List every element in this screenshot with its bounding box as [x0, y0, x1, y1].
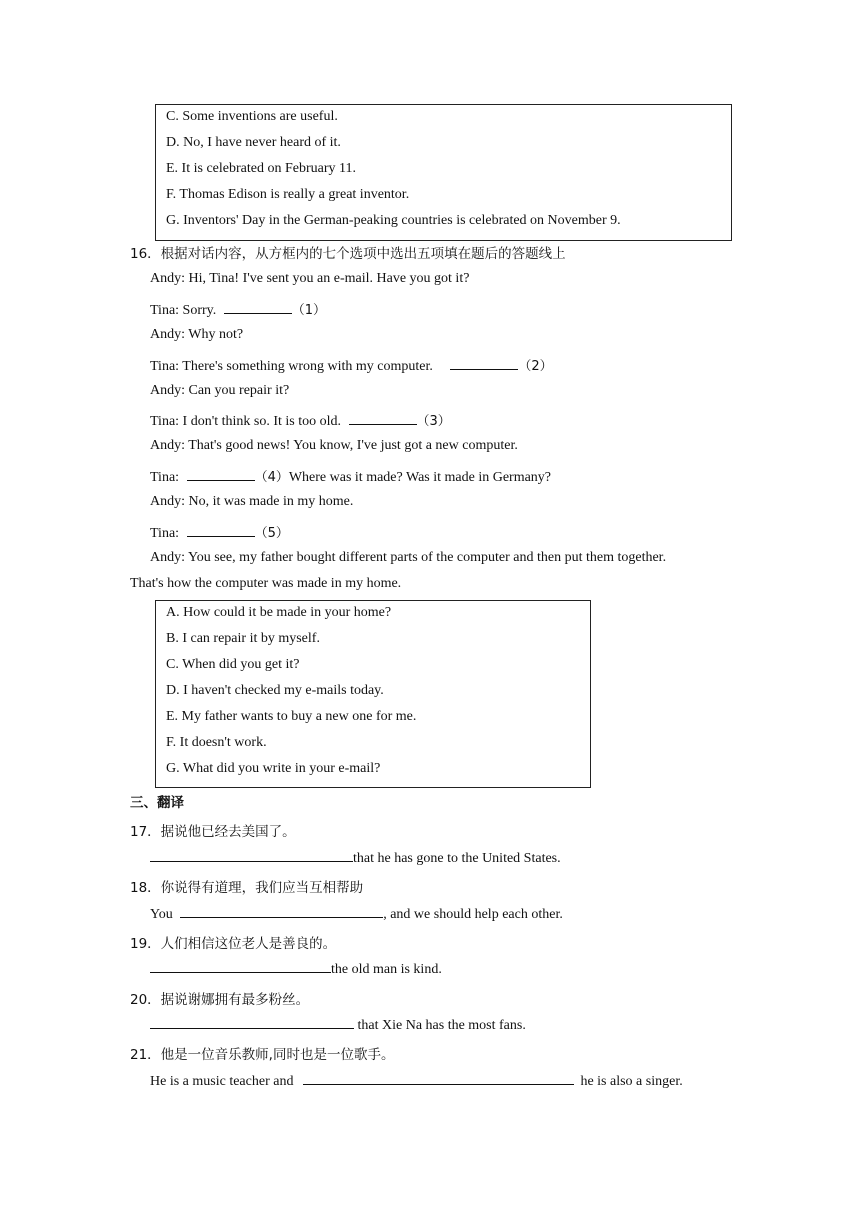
option-d: D. No, I have never heard of it.	[166, 135, 341, 150]
question-18-prompt: 18．你说得有道理，我们应当互相帮助	[130, 880, 364, 896]
answer-blank-3[interactable]	[349, 412, 417, 425]
option-c: C. Some inventions are useful.	[166, 109, 338, 124]
question-19-prompt: 19．人们相信这位老人是善良的。	[130, 936, 337, 952]
answer-blank-4[interactable]	[187, 468, 255, 481]
answer-suffix: that Xie Na has the most fans.	[357, 1018, 526, 1033]
option-d: D. I haven't checked my e-mails today.	[166, 683, 384, 698]
question-20-answer	[150, 1016, 526, 1034]
option-g: G. Inventors' Day in the German-peaking countries is celebrated on November 9.	[166, 213, 621, 228]
question-21-answer	[150, 1072, 683, 1090]
answer-suffix: , and we should help each other.	[383, 907, 563, 922]
answer-blank-1[interactable]	[224, 301, 292, 314]
option-b: B. I can repair it by myself.	[166, 631, 320, 646]
option-e: E. My father wants to buy a new one for me.	[166, 709, 417, 724]
options-box-1	[155, 104, 732, 241]
option-f: F. It doesn't work.	[166, 735, 267, 750]
question-17-prompt: 17．据说他已经去美国了。	[130, 824, 296, 840]
blank-number-2: （2）	[518, 359, 553, 374]
blank-number-1: （1）	[291, 303, 327, 318]
option-a: A. How could it be made in your home?	[166, 605, 392, 620]
question-19-answer	[150, 960, 442, 978]
dialogue-line-2	[150, 299, 326, 319]
answer-blank-20[interactable]	[150, 1016, 354, 1029]
dialogue-line-10	[150, 522, 289, 542]
answer-blank-2[interactable]	[450, 357, 518, 370]
answer-blank-19[interactable]	[150, 960, 331, 973]
option-f: F. Thomas Edison is really a great inventor.	[166, 187, 410, 202]
option-g: G. What did you write in your e-mail?	[166, 761, 381, 776]
answer-blank-21[interactable]	[303, 1072, 574, 1085]
dialogue-line-5: Andy: Can you repair it?	[150, 383, 290, 398]
answer-suffix: he is also a singer.	[580, 1074, 683, 1089]
blank-number-4: （4）	[254, 470, 289, 485]
option-c: C. When did you get it?	[166, 657, 300, 672]
option-e: E. It is celebrated on February 11.	[166, 161, 356, 176]
section-heading: 三、翻译	[130, 795, 184, 811]
dialogue-line-8	[150, 466, 551, 486]
question-21-prompt: 21．他是一位音乐教师,同时也是一位歌手。	[130, 1047, 395, 1063]
dialogue-text: Tina: There's something wrong with my computer.	[150, 359, 433, 374]
answer-prefix: You	[150, 907, 173, 922]
answer-suffix: the old man is kind.	[331, 962, 442, 977]
question-16-label: 16．根据对话内容，从方框内的七个选项中选出五项填在题后的答题线上	[130, 246, 566, 262]
options-box-2	[155, 600, 591, 788]
dialogue-line-9: Andy: No, it was made in my home.	[150, 494, 354, 509]
answer-prefix: He is a music teacher and	[150, 1074, 294, 1089]
answer-blank-18[interactable]	[180, 905, 383, 918]
dialogue-line-11: Andy: You see, my father bought different parts of the computer and then put them together.	[150, 550, 667, 565]
dialogue-line-4	[150, 355, 553, 375]
question-18-answer	[150, 905, 563, 923]
dialogue-line-1: Andy: Hi, Tina! I've sent you an e-mail. Have you got it?	[150, 271, 470, 286]
blank-number-5: （5）	[254, 526, 289, 541]
question-17-answer	[150, 849, 561, 867]
dialogue-line-12: That's how the computer was made in my home.	[130, 576, 402, 591]
dialogue-text: Tina: I don't think so. It is too old.	[150, 414, 342, 429]
dialogue-text: Tina:	[150, 470, 180, 485]
dialogue-text: Where was it made? Was it made in Germany?	[288, 470, 552, 485]
answer-blank-5[interactable]	[187, 524, 255, 537]
dialogue-line-6	[150, 410, 451, 430]
question-20-prompt: 20．据说谢娜拥有最多粉丝。	[130, 992, 310, 1008]
dialogue-text: Tina: Sorry.	[150, 303, 217, 318]
dialogue-line-3: Andy: Why not?	[150, 327, 244, 342]
dialogue-line-7: Andy: That's good news! You know, I've just got a new computer.	[150, 438, 518, 453]
answer-blank-17[interactable]	[150, 849, 353, 862]
blank-number-3: （3）	[416, 414, 451, 429]
answer-suffix: that he has gone to the United States.	[353, 851, 561, 866]
dialogue-text: Tina:	[150, 526, 180, 541]
